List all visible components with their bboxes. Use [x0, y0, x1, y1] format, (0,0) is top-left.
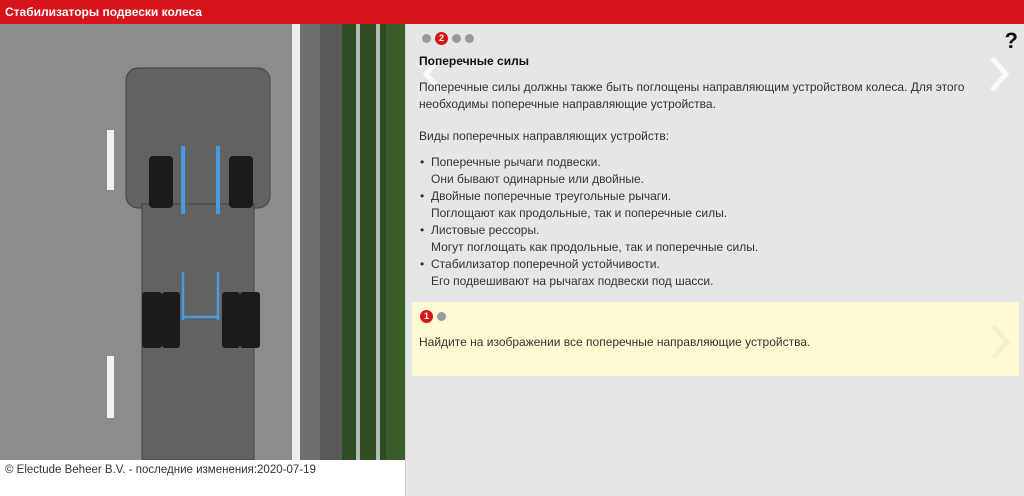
section-heading: Поперечные силы — [419, 54, 529, 68]
task-dot-2[interactable] — [437, 312, 446, 321]
truck-body — [126, 68, 270, 460]
list-item — [419, 222, 758, 256]
page-dot-3[interactable] — [452, 34, 461, 43]
types-paragraph: Виды поперечных направляющих устройств: — [419, 129, 670, 143]
truck-chassis-image[interactable] — [0, 24, 405, 460]
types-list — [419, 154, 758, 290]
lane-mark-lower — [107, 356, 114, 418]
help-button[interactable]: ? — [1004, 28, 1018, 53]
list-item-title: • Листовые рессоры. — [431, 223, 540, 237]
page-dot-4[interactable] — [465, 34, 474, 43]
chassis-illustration[interactable] — [0, 24, 405, 460]
task-dot-current: 1 — [420, 310, 433, 323]
list-item — [419, 256, 758, 290]
copyright-text: © Electude Beheer B.V. - последние изменения:2020-07-19 — [5, 464, 316, 476]
list-item-title: • Поперечные рычаги подвески. — [431, 155, 601, 169]
task-box — [412, 302, 1019, 376]
task-page-indicator — [420, 310, 446, 323]
task-instruction: Найдите на изображении все поперечные направляющие устройства. — [419, 335, 811, 349]
page-dot-current: 2 — [435, 32, 448, 45]
list-item-detail: Его подвешивают на рычагах подвески под шасси. — [431, 274, 714, 288]
info-panel — [405, 24, 1024, 496]
list-item-detail: Они бывают одинарные или двойные. — [431, 172, 644, 186]
title-bar — [0, 0, 1024, 24]
list-item-detail: Могут поглощать как продольные, так и поперечные силы. — [431, 240, 759, 254]
intro-paragraph: Поперечные силы должны также быть поглощены направляющим устройством колеса. Для этого необходимы поперечные направляющие устройства. — [419, 80, 965, 111]
footer — [0, 460, 405, 496]
list-item-title: • Стабилизатор поперечной устойчивости. — [431, 257, 660, 271]
list-item-detail: Поглощают как продольные, так и поперечные силы. — [431, 206, 728, 220]
task-next-arrow[interactable] — [985, 322, 1013, 362]
list-item — [419, 154, 758, 188]
page-indicator — [422, 32, 474, 45]
page-dot-1[interactable] — [422, 34, 431, 43]
list-item-title: • Двойные поперечные треугольные рычаги. — [431, 189, 672, 203]
list-item — [419, 188, 758, 222]
lane-mark-upper — [107, 130, 114, 190]
page-title: Стабилизаторы подвески колеса — [5, 5, 202, 19]
